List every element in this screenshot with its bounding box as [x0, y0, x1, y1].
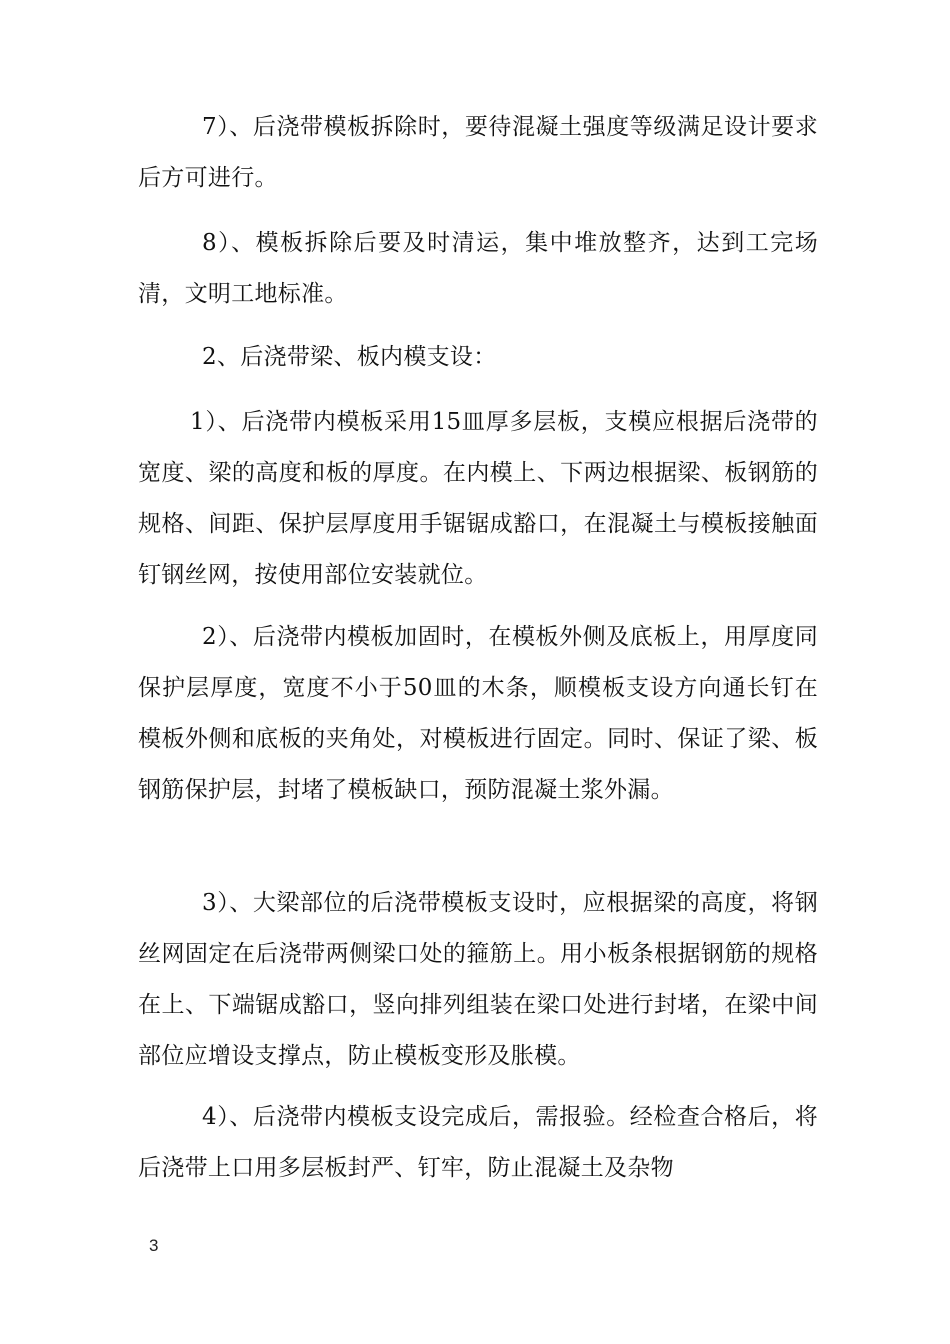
paragraph-1 [138, 397, 818, 601]
section-heading-2 [138, 332, 818, 383]
paragraph-8 [138, 218, 818, 320]
paragraph-2 [138, 612, 818, 816]
paragraph-7-text: 7）、后浇带模板拆除时，要待混凝土强度等级满足设计要求后方可进行。 [138, 114, 818, 191]
paragraph-4 [138, 1092, 818, 1194]
paragraph-8-text: 8）、模板拆除后要及时清运，集中堆放整齐，达到工完场清，文明工地标准。 [138, 230, 818, 307]
paragraph-1-text: 1）、后浇带内模板采用15皿厚多层板，支模应根据后浇带的宽度、梁的高度和板的厚度。在内模上、下两边根据梁、板钢筋的规格、间距、保护层厚度用手锯锯成豁口，在混凝土与模板接触面钉钢丝网，按使用部位安装就位。 [138, 409, 818, 588]
page-number: 3 [149, 1236, 159, 1255]
paragraph-2-text: 2）、后浇带内模板加固时，在模板外侧及底板上，用厚度同保护层厚度，宽度不小于50皿的木条，顺模板支设方向通长钉在模板外侧和底板的夹角处，对模板进行固定。同时、保证了梁、板钢筋保护层，封堵了模板缺口，预防混凝土浆外漏。 [138, 624, 818, 803]
paragraph-3 [138, 878, 818, 1082]
section-heading-2-text: 2、后浇带梁、板内模支设： [202, 344, 497, 370]
paragraph-7 [138, 102, 818, 204]
paragraph-3-text: 3）、大梁部位的后浇带模板支设时，应根据梁的高度，将钢丝网固定在后浇带两侧梁口处的箍筋上。用小板条根据钢筋的规格在上、下端锯成豁口，竖向排列组装在梁口处进行封堵，在梁中间部位应增设支撑点，防止模板变形及胀模。 [138, 890, 818, 1069]
paragraph-4-text: 4）、后浇带内模板支设完成后，需报验。经检查合格后，将后浇带上口用多层板封严、钉牢，防止混凝土及杂物 [138, 1104, 818, 1181]
